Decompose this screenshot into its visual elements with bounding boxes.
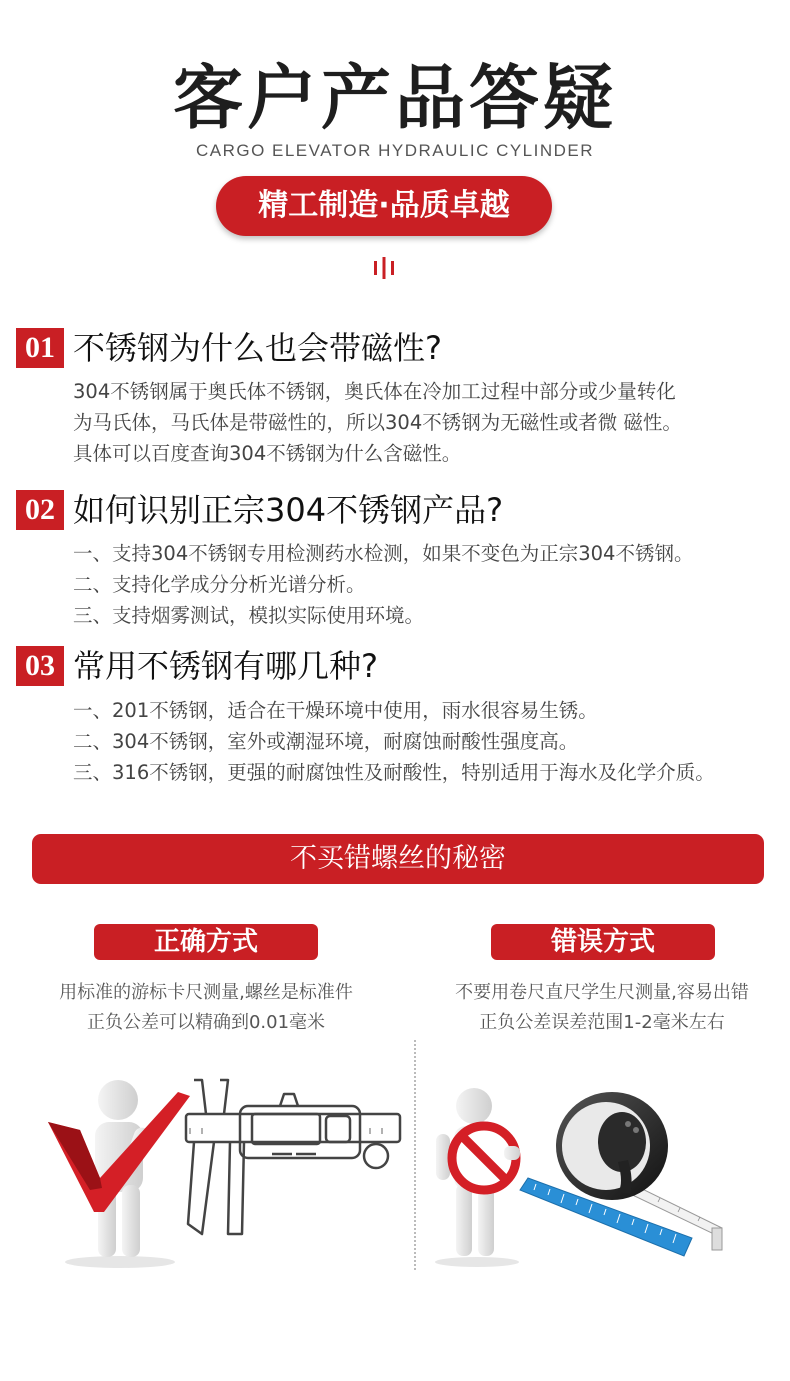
section-banner: 不买错螺丝的秘密 bbox=[32, 834, 764, 884]
faq-number: 03 bbox=[16, 646, 64, 686]
caption-line: 正负公差可以精确到0.01毫米 bbox=[86, 1012, 326, 1033]
faq-item-3-header bbox=[16, 644, 378, 688]
caption-line: 不要用卷尺直尺学生尺测量,容易出错 bbox=[455, 982, 749, 1003]
answer-line: 二、304不锈钢，室外或潮湿环境，耐腐蚀耐酸性强度高。 bbox=[73, 730, 579, 753]
answer-line: 具体可以百度查询304不锈钢为什么含磁性。 bbox=[73, 442, 462, 465]
page-subtitle: CARGO ELEVATOR HYDRAULIC CYLINDER bbox=[195, 141, 595, 160]
divider-marks-icon bbox=[372, 257, 396, 279]
vernier-caliper-icon bbox=[180, 1074, 405, 1244]
answer-line: 三、支持烟雾测试，模拟实际使用环境。 bbox=[73, 604, 425, 627]
answer-line: 304不锈钢属于奥氏体不锈钢，奥氏体在冷加工过程中部分或少量转化 bbox=[73, 380, 676, 403]
caption-line: 用标准的游标卡尺测量,螺丝是标准件 bbox=[59, 982, 353, 1003]
wrong-method-label: 错误方式 bbox=[491, 924, 715, 960]
faq-question: 常用不锈钢有哪几种? bbox=[73, 647, 378, 685]
faq-number: 01 bbox=[16, 328, 64, 368]
correct-method-caption bbox=[16, 978, 396, 1038]
ruler-icon bbox=[516, 1176, 696, 1266]
page-title: 客户产品答疑 bbox=[173, 57, 617, 139]
faq-item-2-answer bbox=[73, 538, 693, 631]
faq-item-1-header bbox=[16, 326, 442, 370]
answer-line: 三、316不锈钢，更强的耐腐蚀性及耐酸性，特别适用于海水及化学介质。 bbox=[73, 761, 715, 784]
faq-question: 如何识别正宗304不锈钢产品? bbox=[73, 491, 504, 529]
column-divider bbox=[414, 1040, 416, 1270]
correct-method-label: 正确方式 bbox=[94, 924, 318, 960]
faq-item-1-answer bbox=[73, 376, 682, 469]
faq-item-2-header bbox=[16, 488, 503, 532]
wrong-method-caption bbox=[412, 978, 790, 1038]
answer-line: 二、支持化学成分分析光谱分析。 bbox=[73, 573, 366, 596]
caption-line: 正负公差误差范围1-2毫米左右 bbox=[479, 1012, 725, 1033]
answer-line: 一、支持304不锈钢专用检测药水检测，如果不变色为正宗304不锈钢。 bbox=[73, 542, 694, 565]
faq-question: 不锈钢为什么也会带磁性? bbox=[73, 329, 442, 367]
answer-line: 一、201不锈钢，适合在干燥环境中使用，雨水很容易生锈。 bbox=[73, 699, 598, 722]
faq-number: 02 bbox=[16, 490, 64, 530]
faq-item-3-answer bbox=[73, 695, 715, 788]
answer-line: 为马氏体，马氏体是带磁性的，所以304不锈钢为无磁性或者微 磁性。 bbox=[73, 411, 682, 434]
slogan-badge: 精工制造·品质卓越 bbox=[216, 176, 552, 236]
person-check-icon bbox=[40, 1070, 200, 1270]
